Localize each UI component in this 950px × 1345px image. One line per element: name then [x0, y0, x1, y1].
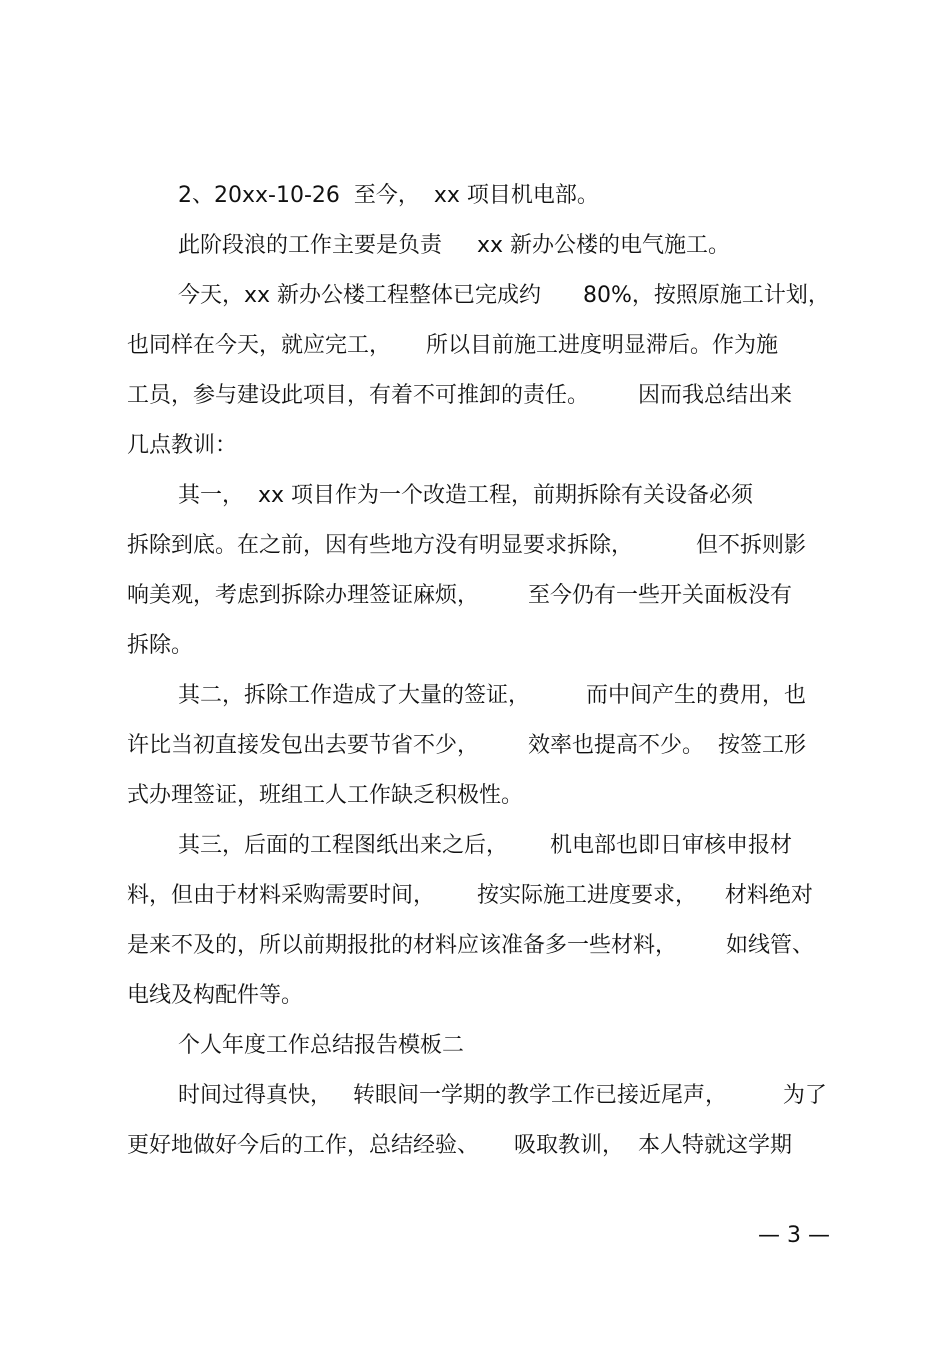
text-line: 时间过得真快， 转眼间一学期的教学工作已接近尾声， 为了 — [178, 1083, 827, 1108]
section-heading: 个人年度工作总结报告模板二 — [178, 1033, 465, 1058]
text-line: 其一， xx 项目作为一个改造工程，前期拆除有关设备必须 — [178, 483, 754, 508]
text-line: 电线及构配件等。 — [127, 983, 304, 1008]
text-line: 式办理签证，班组工人工作缺乏积极性。 — [127, 783, 524, 808]
text-line: 更好地做好今后的工作，总结经验、 吸取教训， 本人特就这学期 — [127, 1133, 792, 1158]
page-number: — 3 — — [758, 1223, 830, 1248]
text-line: 其三，后面的工程图纸出来之后， 机电部也即日审核申报材 — [178, 833, 792, 858]
text-line: 料，但由于材料采购需要时间， 按实际施工进度要求， 材料绝对 — [127, 883, 813, 908]
text-line: 工员，参与建设此项目，有着不可推卸的责任。 因而我总结出来 — [127, 383, 792, 408]
text-line: 拆除。 — [127, 633, 194, 658]
text-line: 几点教训： — [127, 433, 238, 458]
text-line: 其二，拆除工作造成了大量的签证， 而中间产生的费用，也 — [178, 683, 806, 708]
text-line: 是来不及的，所以前期报批的材料应该准备多一些材料， 如线管、 — [127, 933, 814, 958]
text-line: 响美观，考虑到拆除办理签证麻烦， 至今仍有一些开关面板没有 — [127, 583, 792, 608]
text-line: 2、20xx-10-26 至今， xx 项目机电部。 — [178, 183, 599, 208]
text-line: 许比当初直接发包出去要节省不少， 效率也提高不少。 按签工形 — [127, 733, 806, 758]
text-line: 今天，xx 新办公楼工程整体已完成约 80%，按照原施工计划， — [178, 283, 830, 308]
text-line: 拆除到底。在之前，因有些地方没有明显要求拆除， 但不拆则影 — [127, 533, 806, 558]
text-line: 也同样在今天，就应完工， 所以目前施工进度明显滞后。作为施 — [127, 333, 778, 358]
text-line: 此阶段浪的工作主要是负责 xx 新办公楼的电气施工。 — [178, 233, 730, 258]
